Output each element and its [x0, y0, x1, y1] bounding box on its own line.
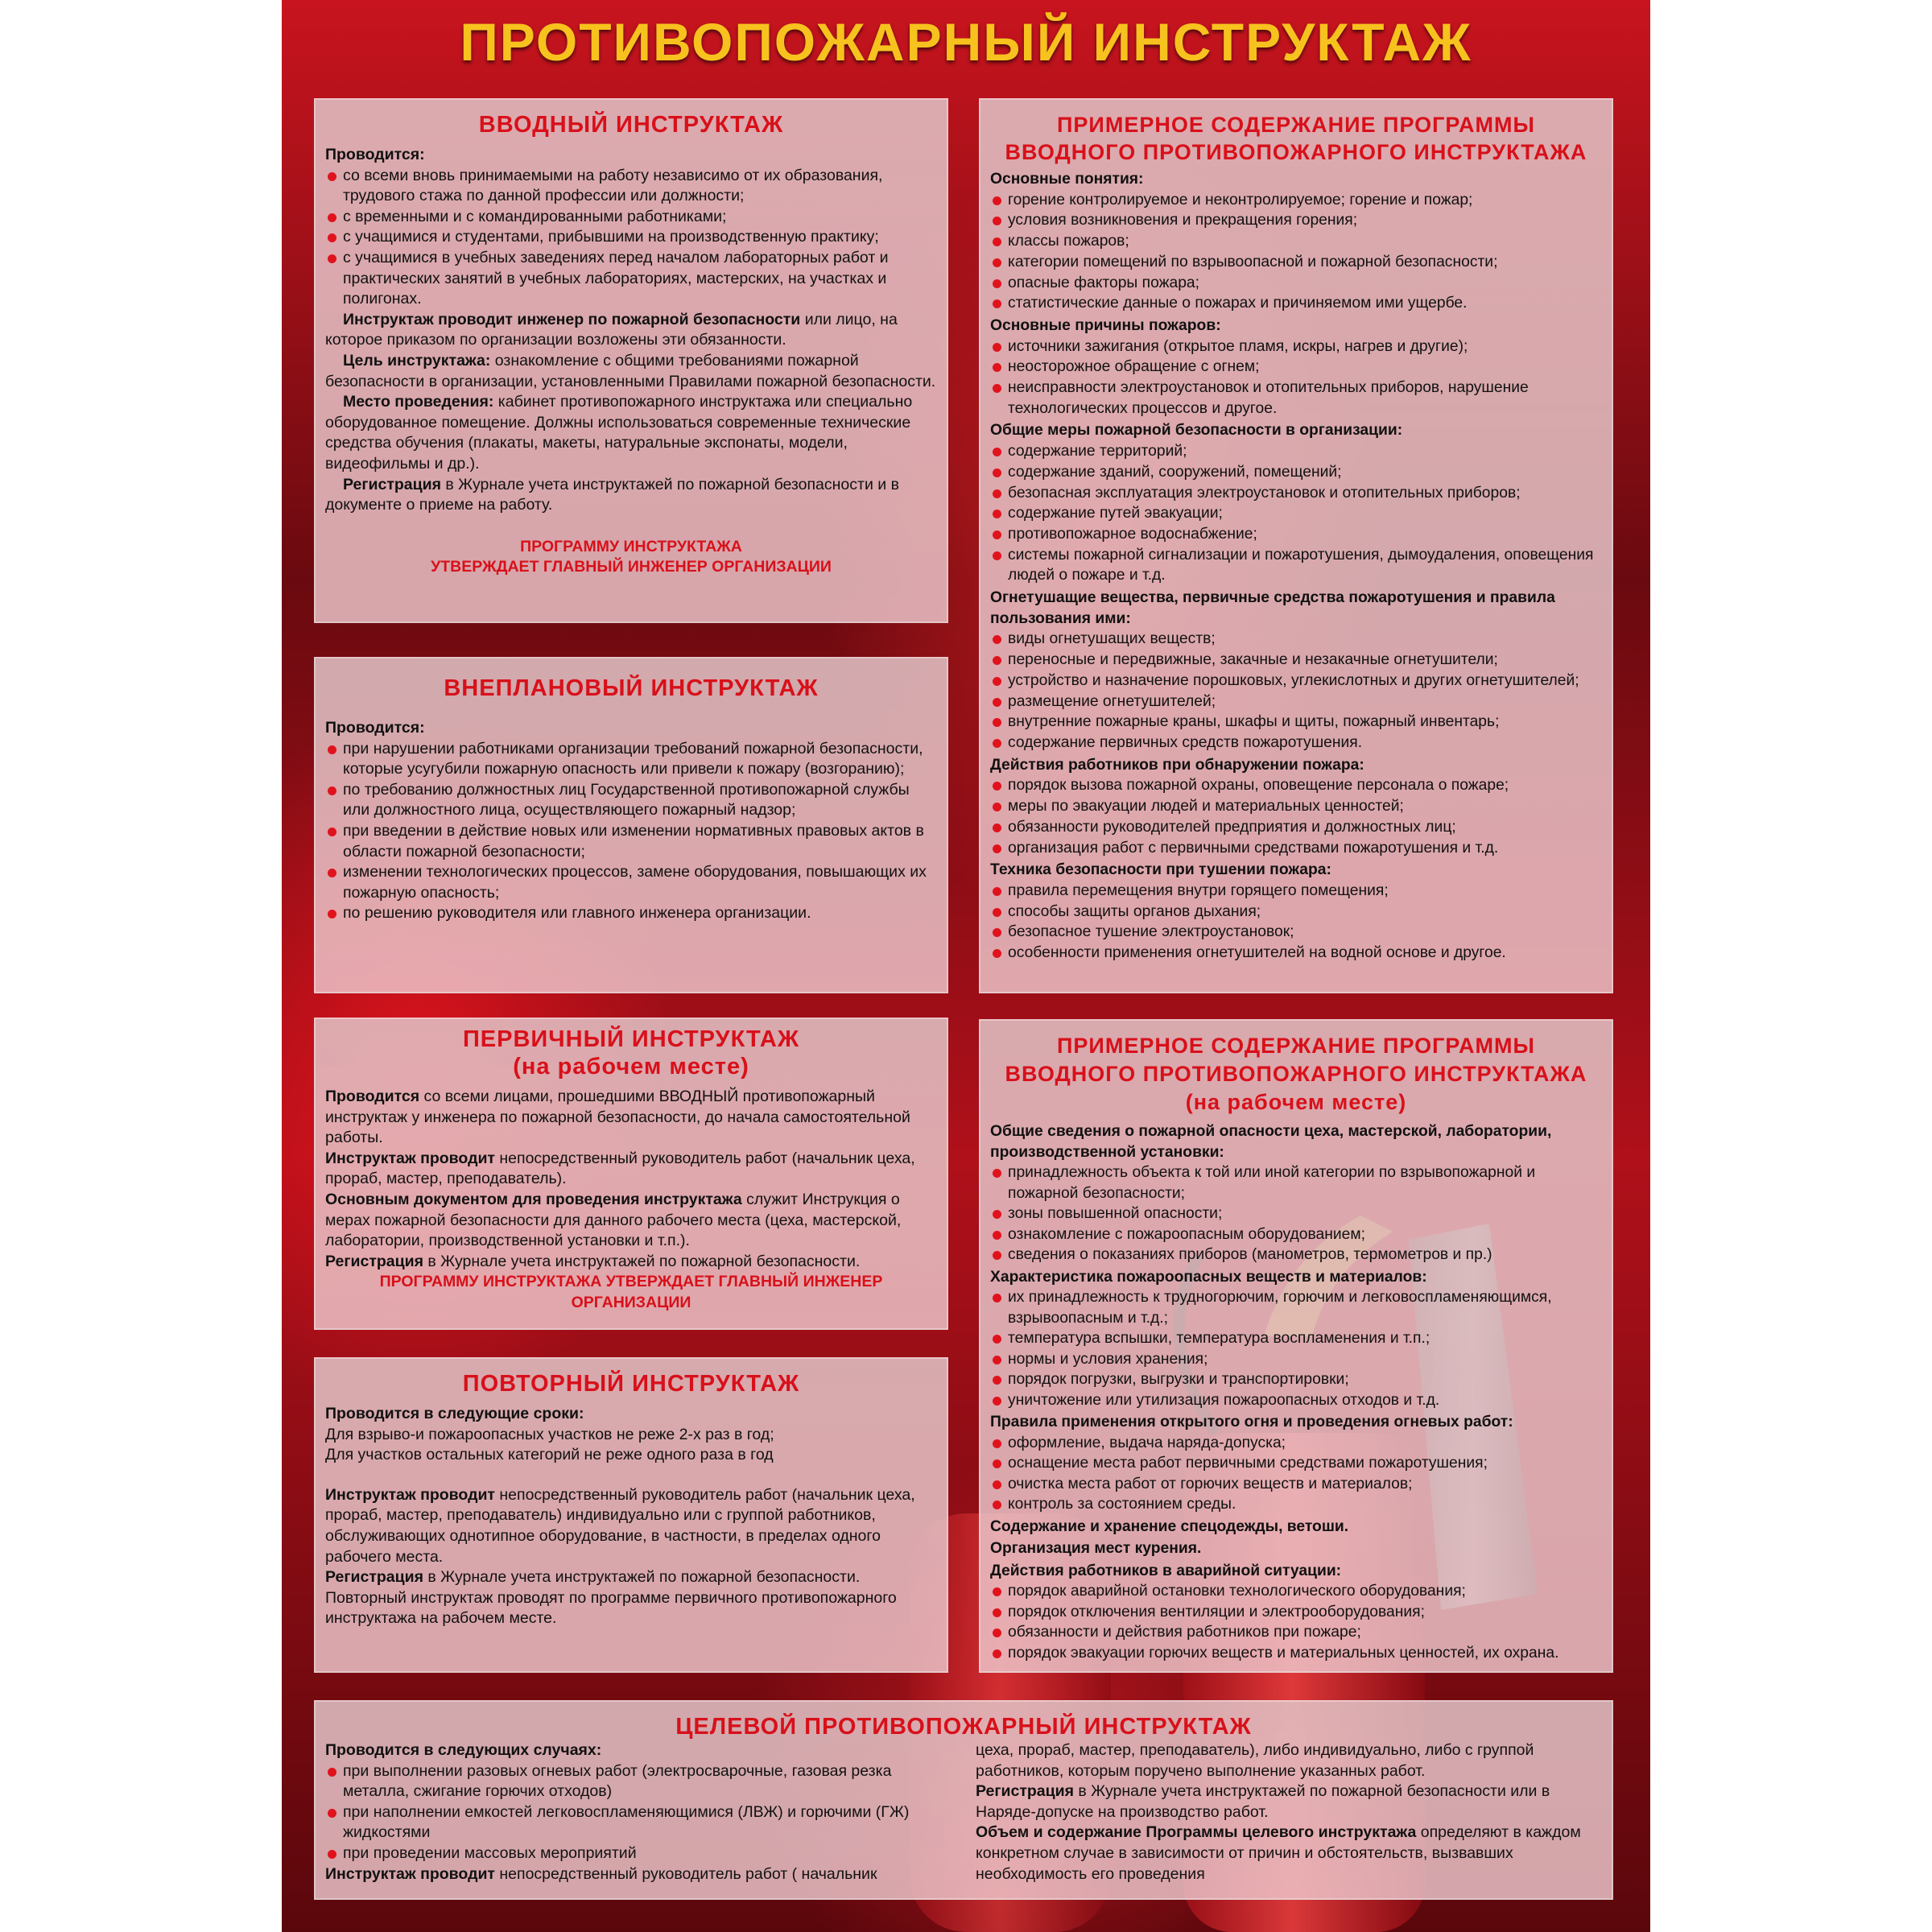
vvodny-place-label: Место проведения:: [343, 393, 494, 411]
list-item: порядок погрузки, выгрузки и транспортировки;: [990, 1369, 1602, 1390]
list-item: безопасная эксплуатация электроустановок и отопительных приборов;: [990, 483, 1602, 504]
section-title: Характеристика пожароопасных веществ и материалов:: [990, 1268, 1427, 1286]
list-item: опасные факторы пожара;: [990, 273, 1602, 294]
list-item: при наполнении емкостей легковоспламеняющимися (ЛВЖ) и горючими (ГЖ) жидкостями: [325, 1802, 952, 1843]
vvodny-approval-note: [325, 537, 937, 578]
list-item: обязанности руководителей предприятия и должностных лиц;: [990, 817, 1602, 838]
vneplan-list: [325, 739, 937, 924]
vvodny-place-text: кабинет противопожарного инструктажа или специально оборудованное помещение. Должны использоваться современные технические средства обучения (плакаты, макеты, натуральные экспонаты, модели, видеофильмы и др.).: [325, 393, 913, 473]
panel-vvodny: [314, 98, 948, 623]
list-item: меры по эвакуации людей и материальных ценностей;: [990, 796, 1602, 817]
celevoy-list: [325, 1761, 952, 1864]
section-list: [990, 1581, 1602, 1663]
celevoy-registration-text: в Журнале учета инструктажей по пожарной безопасности или в Наряде-допуске на производство работ.: [976, 1782, 1550, 1821]
panel-celevoy: [314, 1700, 1613, 1900]
list-item: статистические данные о пожарах и причиняемом ими ущербе.: [990, 293, 1602, 314]
section-title: Основные понятия:: [990, 171, 1144, 188]
vvodny-goal-label: Цель инструктажа:: [343, 351, 491, 369]
pervichny-registration: [325, 1252, 937, 1273]
vvodny-goal: [325, 351, 937, 392]
list-item: категории помещений по взрывоопасной и пожарной безопасности;: [990, 252, 1602, 273]
list-item: переносные и передвижные, закачные и незакачные огнетушители;: [990, 650, 1602, 671]
list-item: размещение огнетушителей;: [990, 691, 1602, 712]
program2-heading-line: ВВОДНОГО ПРОТИВОПОЖАРНОГО ИНСТРУКТАЖА: [1005, 1062, 1587, 1086]
section-list: [990, 1433, 1602, 1515]
list-item: при нарушении работниками организации требований пожарной безопасности, которые усугубили пожарную опасность или привели к пожару (возгоранию);: [325, 739, 937, 780]
section-title: Общие меры пожарной безопасности в организации:: [990, 422, 1403, 440]
program2-heading-line: (на рабочем месте): [1185, 1090, 1407, 1114]
vvodny-note-line: ПРОГРАММУ ИНСТРУКТАЖА: [520, 537, 742, 555]
celevoy-program-text: определяют в каждом конкретном случае в зависимости от причин и обстоятельств, вызвавших необходимость его проведения: [976, 1823, 1581, 1883]
vvodny-lead: Проводится:: [325, 146, 425, 163]
povtorny-conductor: [325, 1485, 937, 1567]
vvodny-note-line: УТВЕРЖДАЕТ ГЛАВНЫЙ ИНЖЕНЕР ОРГАНИЗАЦИИ: [431, 558, 832, 576]
pervichny-conductor: [325, 1149, 937, 1190]
povtorny-conductor-text: непосредственный руководитель работ (начальник цеха, прораб, мастер, преподаватель) индивидуально или с группой работников, обслуживающих однотипное оборудование, в частности, в пределах одного рабочего места.: [325, 1485, 915, 1566]
list-item: при выполнении разовых огневых работ (электросварочные, газовая резка металла, сжигание горючих отходов): [325, 1761, 952, 1802]
panel-program-workplace: [979, 1019, 1613, 1673]
program2-heading: [990, 1032, 1602, 1117]
list-item: по решению руководителя или главного инженера организации.: [325, 903, 937, 924]
section-title: Общие сведения о пожарной опасности цеха, мастерской, лаборатории, производственной установки:: [990, 1123, 1552, 1161]
vvodny-registration: [325, 475, 937, 516]
panel-program-vvodny: [979, 98, 1613, 993]
vvodny-list: [325, 166, 937, 310]
list-item: зоны повышенной опасности;: [990, 1203, 1602, 1224]
pervichny-subtitle: (на рабочем месте): [513, 1054, 749, 1080]
celevoy-registration-label: Регистрация: [976, 1782, 1074, 1801]
vvodny-place: [325, 392, 937, 474]
section-title: Огнетушащие вещества, первичные средства пожаротушения и правила пользования ими:: [990, 589, 1555, 627]
poster-title: ПРОТИВОПОЖАРНЫЙ ИНСТРУКТАЖ: [460, 12, 1472, 72]
section-title: Действия работников в аварийной ситуации:: [990, 1562, 1342, 1579]
vvodny-registration-text: в Журнале учета инструктажей по пожарной безопасности и в документе о приеме на работу.: [325, 475, 899, 514]
list-item: по требованию должностных лиц Государственной противопожарной службы или должностного лица, осуществляющего пожарный надзор;: [325, 780, 937, 821]
section-list: [990, 1162, 1602, 1265]
list-item: содержание первичных средств пожаротушения.: [990, 733, 1602, 753]
list-item: противопожарное водоснабжение;: [990, 524, 1602, 545]
list-item: источники зажигания (открытое пламя, искры, нагрев и другие);: [990, 336, 1602, 357]
list-item: правила перемещения внутри горящего помещения;: [990, 881, 1602, 902]
list-item: с временными и с командированными работниками;: [325, 207, 937, 228]
celevoy-conductor: [325, 1864, 952, 1885]
vvodny-conductor-label: Инструктаж проводит инженер по пожарной безопасности: [343, 310, 801, 328]
list-item: оснащение места работ первичными средствами пожаротушения;: [990, 1453, 1602, 1474]
vneplan-heading: ВНЕПЛАНОВЫЙ ИНСТРУКТАЖ: [444, 675, 819, 701]
list-item: очистка места работ от горючих веществ и материалов;: [990, 1474, 1602, 1495]
list-item: со всеми вновь принимаемыми на работу независимо от их образования, трудового стажа по данной профессии или должности;: [325, 166, 937, 207]
celevoy-conductor-text: непосредственный руководитель работ ( начальник: [495, 1864, 877, 1883]
pervichny-document-text: служит Инструкция о мерах пожарной безопасности для данного рабочего места (цеха, мастерской, лаборатории, производственной установки и т.п.).: [325, 1190, 902, 1250]
list-item: организация работ с первичными средствами пожаротушения и т.д.: [990, 838, 1602, 859]
list-item: неосторожное обращение с огнем;: [990, 357, 1602, 378]
list-item: с учащимися и студентами, прибывшими на производственную практику;: [325, 227, 937, 248]
celevoy-heading: ЦЕЛЕВОЙ ПРОТИВОПОЖАРНЫЙ ИНСТРУКТАЖ: [675, 1714, 1252, 1740]
list-item: особенности применения огнетушителей на водной основе и другое.: [990, 943, 1602, 964]
list-item: содержание путей эвакуации;: [990, 503, 1602, 524]
celevoy-lead: Проводится в следующих случаях:: [325, 1741, 602, 1759]
list-item: при введении в действие новых или изменении нормативных правовых актов в области пожарной безопасности;: [325, 821, 937, 862]
pervichny-who-text: со всеми лицами, прошедшими ВВОДНЫЙ противопожарный инструктаж у инженера по пожарной безопасности, до начала самостоятельной работы.: [325, 1088, 910, 1147]
vvodny-conductor: [325, 310, 937, 351]
list-item: с учащимися в учебных заведениях перед началом лабораторных работ и практических занятий в учебных лабораториях, мастерских, на участках и полигонах.: [325, 248, 937, 310]
section-list: [990, 629, 1602, 753]
pervichny-registration-label: Регистрация: [325, 1252, 423, 1270]
panel-povtorny: [314, 1357, 948, 1673]
povtorny-term-1: Для взрыво-и пожароопасных участков не реже 2-х раз в год;: [325, 1425, 774, 1443]
poster: [282, 0, 1650, 1932]
section-title: Правила применения открытого огня и проведения огневых работ:: [990, 1414, 1513, 1430]
program1-heading: [990, 111, 1602, 166]
list-item: сведения о показаниях приборов (манометров, термометров и пр.): [990, 1245, 1602, 1265]
vvodny-heading: ВВОДНЫЙ ИНСТРУКТАЖ: [478, 112, 784, 138]
program1-sections: [990, 169, 1602, 964]
list-item: нормы и условия хранения;: [990, 1349, 1602, 1370]
celevoy-program-label: Объем и содержание Программы целевого инструктажа: [976, 1823, 1417, 1842]
list-item: контроль за состоянием среды.: [990, 1494, 1602, 1515]
povtorny-registration: [325, 1567, 937, 1588]
povtorny-program: Повторный инструктаж проводят по программе первичного противопожарного инструктажа на рабочем месте.: [325, 1588, 897, 1628]
section-title: Действия работников при обнаружении пожара:: [990, 756, 1364, 774]
list-item: содержание территорий;: [990, 441, 1602, 462]
section-title: Содержание и хранение спецодежды, ветоши.: [990, 1517, 1349, 1535]
list-item: системы пожарной сигнализации и пожаротушения, дымоудаления, оповещения людей о пожаре и т.д.: [990, 545, 1602, 586]
povtorny-heading: ПОВТОРНЫЙ ИНСТРУКТАЖ: [462, 1371, 800, 1397]
pervichny-conductor-text: непосредственный руководитель работ (начальник цеха, прораб, мастер, преподаватель).: [325, 1149, 915, 1188]
section-list: [990, 775, 1602, 858]
pervichny-heading: [325, 1026, 937, 1080]
panel-vneplan: [314, 657, 948, 993]
pervichny-approval-note: ПРОГРАММУ ИНСТРУКТАЖА УТВЕРЖДАЕТ ГЛАВНЫЙ ИНЖЕНЕР ОРГАНИЗАЦИИ: [379, 1273, 883, 1311]
celevoy-program: [976, 1823, 1602, 1885]
vvodny-conductor-text: или лицо, на которое приказом по организации возложены эти обязанности.: [325, 310, 898, 349]
program1-heading-line: ПРИМЕРНОЕ СОДЕРЖАНИЕ ПРОГРАММЫ: [1057, 113, 1535, 137]
list-item: горение контролируемое и неконтролируемое; горение и пожар;: [990, 190, 1602, 211]
list-item: изменении технологических процессов, замене оборудования, повышающих их пожарную опасность;: [325, 862, 937, 903]
pervichny-registration-text: в Журнале учета инструктажей по пожарной безопасности.: [423, 1252, 861, 1270]
pervichny-who-label: Проводится: [325, 1088, 420, 1105]
list-item: порядок вызова пожарной охраны, оповещение персонала о пожаре;: [990, 775, 1602, 796]
pervichny-conductor-label: Инструктаж проводит: [325, 1149, 495, 1167]
list-item: температура вспышки, температура воспламенения и т.п.;: [990, 1328, 1602, 1349]
povtorny-registration-label: Регистрация: [325, 1568, 423, 1587]
vneplan-lead: Проводится:: [325, 719, 425, 737]
celevoy-left-column: [325, 1740, 952, 1885]
list-item: классы пожаров;: [990, 231, 1602, 252]
program2-heading-line: ПРИМЕРНОЕ СОДЕРЖАНИЕ ПРОГРАММЫ: [1057, 1034, 1535, 1058]
list-item: виды огнетушащих веществ;: [990, 629, 1602, 650]
povtorny-term-2: Для участков остальных категорий не реже одного раза в год: [325, 1446, 774, 1464]
list-item: ознакомление с пожароопасным оборудованием;: [990, 1224, 1602, 1245]
section-list: [990, 441, 1602, 586]
pervichny-document-label: Основным документом для проведения инструктажа: [325, 1190, 742, 1208]
section-list: [990, 881, 1602, 964]
list-item: внутренние пожарные краны, шкафы и щиты, пожарный инвентарь;: [990, 712, 1602, 733]
list-item: порядок аварийной остановки технологического оборудования;: [990, 1581, 1602, 1602]
list-item: их принадлежность к трудногорючим, горючим и легковоспламеняющимся, взрывоопасным и т.д.;: [990, 1287, 1602, 1328]
section-list: [990, 190, 1602, 314]
section-list: [990, 1287, 1602, 1410]
list-item: устройство и назначение порошковых, углекислотных и других огнетушителей;: [990, 671, 1602, 691]
list-item: обязанности и действия работников при пожаре;: [990, 1622, 1602, 1643]
povtorny-conductor-label: Инструктаж проводит: [325, 1485, 495, 1504]
list-item: оформление, выдача наряда-допуска;: [990, 1433, 1602, 1454]
list-item: при проведении массовых мероприятий: [325, 1843, 952, 1864]
section-title: Техника безопасности при тушении пожара:: [990, 861, 1331, 879]
celevoy-registration: [976, 1781, 1602, 1823]
list-item: содержание зданий, сооружений, помещений;: [990, 462, 1602, 483]
section-list: [990, 336, 1602, 419]
povtorny-lead: Проводится в следующие сроки:: [325, 1405, 584, 1422]
list-item: уничтожение или утилизация пожароопасных отходов и т.д.: [990, 1390, 1602, 1411]
celevoy-conductor-cont: цеха, прораб, мастер, преподаватель), либо индивидуально, либо с группой работников, которым поручено выполнение указанных работ.: [976, 1741, 1534, 1780]
pervichny-title: ПЕРВИЧНЫЙ ИНСТРУКТАЖ: [462, 1026, 800, 1052]
list-item: способы защиты органов дыхания;: [990, 902, 1602, 923]
list-item: порядок отключения вентиляции и электрооборудования;: [990, 1602, 1602, 1623]
list-item: принадлежность объекта к той или иной категории по взрывопожарной и пожарной безопасности;: [990, 1162, 1602, 1203]
list-item: условия возникновения и прекращения горения;: [990, 210, 1602, 231]
vvodny-goal-text: ознакомление с общими требованиями пожарной безопасности в организации, установленными Правилами пожарной безопасности.: [325, 351, 936, 390]
program2-sections: [990, 1121, 1602, 1663]
pervichny-who: [325, 1087, 937, 1149]
list-item: неисправности электроустановок и отопительных приборов, нарушение технологических процессов и другое.: [990, 378, 1602, 419]
panel-pervichny: [314, 1018, 948, 1330]
list-item: безопасное тушение электроустановок;: [990, 922, 1602, 943]
list-item: порядок эвакуации горючих веществ и материальных ценностей, их охрана.: [990, 1643, 1602, 1664]
section-title: Организация мест курения.: [990, 1540, 1202, 1557]
pervichny-document: [325, 1190, 937, 1252]
celevoy-conductor-label: Инструктаж проводит: [325, 1864, 495, 1883]
celevoy-right-column: [976, 1740, 1602, 1885]
program1-heading-line: ВВОДНОГО ПРОТИВОПОЖАРНОГО ИНСТРУКТАЖА: [1005, 140, 1587, 164]
povtorny-registration-text: в Журнале учета инструктажей по пожарной безопасности.: [423, 1568, 861, 1587]
section-title: Основные причины пожаров:: [990, 316, 1221, 334]
vvodny-registration-label: Регистрация: [343, 475, 441, 493]
